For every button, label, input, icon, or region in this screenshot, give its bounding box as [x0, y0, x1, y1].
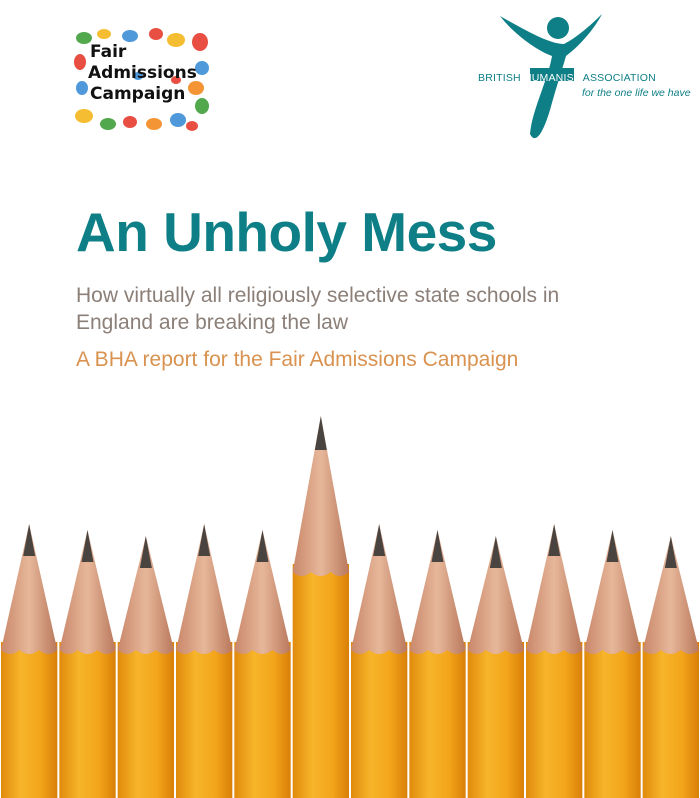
- bha-name-mid: HUMANIST: [523, 72, 581, 84]
- bha-tagline: for the one life we have: [582, 87, 691, 99]
- pencil-lead: [82, 530, 94, 562]
- pencil-lead: [548, 524, 560, 556]
- pencil-lead: [373, 524, 385, 556]
- pencil-body: [584, 642, 640, 798]
- bha-name-right: ASSOCIATION: [580, 72, 656, 84]
- fair-admissions-campaign-logo: [74, 28, 210, 132]
- pencil-lead: [198, 524, 210, 556]
- pencil-body: [526, 642, 582, 798]
- bha-name-left: BRITISH: [478, 72, 524, 84]
- fac-logo-line2: Admissions: [88, 63, 197, 83]
- pencil-body: [118, 642, 174, 798]
- pencil: [176, 524, 232, 798]
- pencil: [584, 530, 640, 798]
- pencil-body: [59, 642, 115, 798]
- pencil: [351, 524, 407, 798]
- pencil: [643, 536, 699, 798]
- pencil: [1, 524, 57, 798]
- pencil-body: [293, 564, 349, 798]
- pencil-body: [1, 642, 57, 798]
- british-humanist-association-logo: [470, 10, 692, 150]
- report-title: An Unholy Mess: [76, 201, 497, 263]
- pencil: [526, 524, 582, 798]
- pencil-body: [351, 642, 407, 798]
- pencil: [468, 536, 524, 798]
- pencil-body: [409, 642, 465, 798]
- pencil-lead: [315, 416, 327, 450]
- pencils-illustration: [0, 412, 700, 798]
- pencil-body: [468, 642, 524, 798]
- report-subtitle: How virtually all religiously selective state schools in England are breaking the law: [76, 284, 560, 334]
- pencil: [293, 416, 349, 798]
- pencil: [234, 530, 290, 798]
- pencil-lead: [257, 530, 269, 562]
- pencil-lead: [140, 536, 152, 568]
- pencil-body: [643, 642, 699, 798]
- pencil: [59, 530, 115, 798]
- pencil: [409, 530, 465, 798]
- fac-logo-line1: Fair: [90, 42, 127, 62]
- pencil-lead: [665, 536, 677, 568]
- fac-logo-line3: Campaign: [90, 84, 186, 104]
- report-attribution: A BHA report for the Fair Admissions Campaign: [76, 348, 519, 371]
- pencil-lead: [607, 530, 619, 562]
- pencil-lead: [432, 530, 444, 562]
- pencil-body: [176, 642, 232, 798]
- pencil-lead: [490, 536, 502, 568]
- pencil: [118, 536, 174, 798]
- fac-logo-text: [88, 42, 197, 105]
- pencil-body: [234, 642, 290, 798]
- bha-name: [478, 72, 656, 84]
- pencil-lead: [23, 524, 35, 556]
